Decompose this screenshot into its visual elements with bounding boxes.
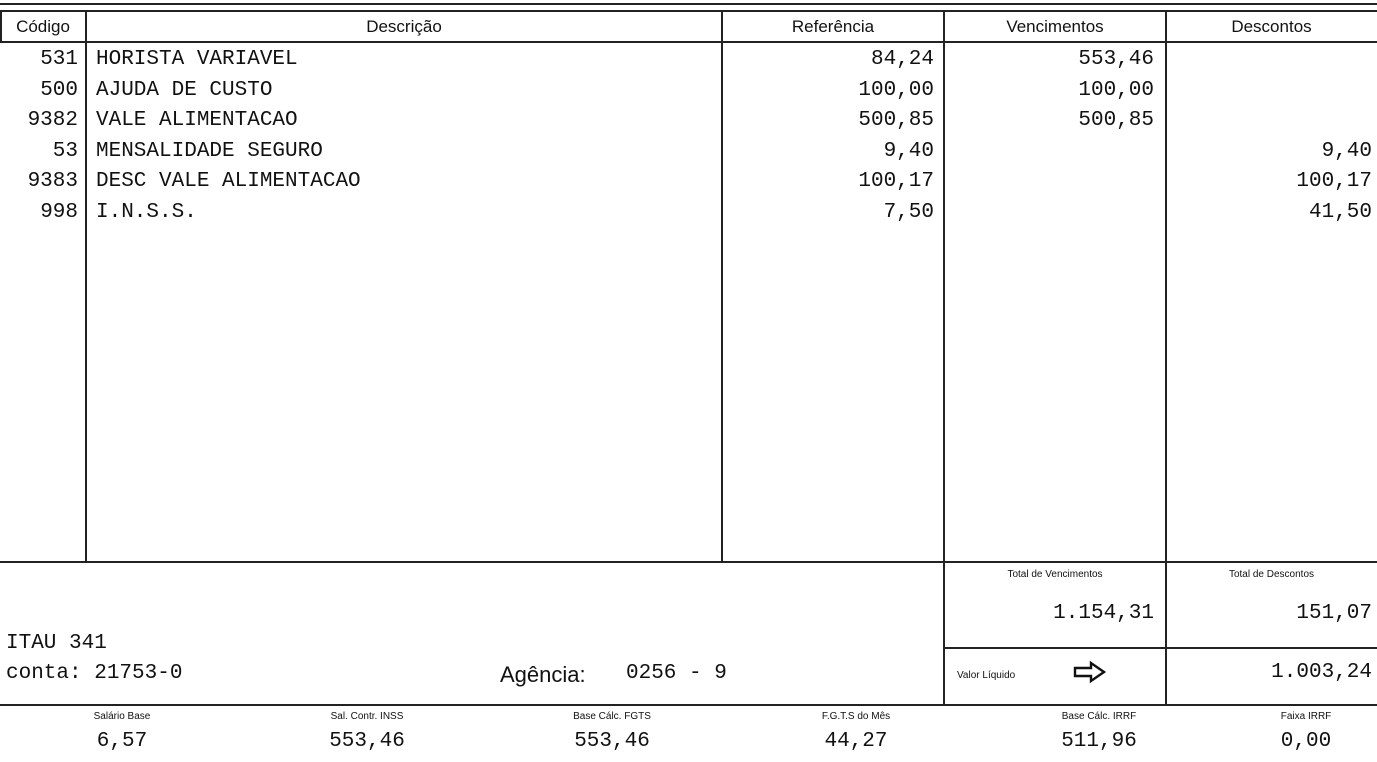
row-vencimentos: 500,85 <box>1078 109 1154 132</box>
footer-label: Sal. Contr. INSS <box>330 711 404 722</box>
section-line-liquido <box>944 647 1377 649</box>
row-descricao: I.N.S.S. <box>96 200 197 224</box>
row-vencimentos <box>944 167 1154 197</box>
arrow-right-icon <box>1072 660 1108 684</box>
top-rule-2 <box>0 10 1377 12</box>
row-referencia: 100,17 <box>858 170 934 193</box>
footer-value: 44,27 <box>824 730 888 753</box>
row-descontos: 9,40 <box>1321 139 1372 163</box>
top-rule <box>0 3 1377 5</box>
header-referencia <box>722 13 944 43</box>
bank-account: conta: 21753-0 <box>6 662 183 685</box>
header-descricao <box>86 13 722 43</box>
header-vencimentos <box>944 13 1166 43</box>
row-vencimentos: 553,46 <box>1078 48 1154 71</box>
bank-agency-value: 0256 - 9 <box>626 662 727 685</box>
col-line-left <box>0 11 2 41</box>
total-vencimentos-label: Total de Vencimentos <box>1007 569 1103 580</box>
row-descontos <box>1166 76 1372 106</box>
row-referencia: 84,24 <box>870 48 934 71</box>
row-referencia: 7,50 <box>883 200 934 224</box>
header-vencimentos-label: Vencimentos <box>1006 17 1104 36</box>
header-descontos <box>1166 13 1377 43</box>
valor-liquido-label: Valor Líquido <box>957 670 1016 681</box>
bank-agency-label: Agência: <box>500 662 586 687</box>
row-vencimentos <box>944 137 1154 167</box>
footer-label: Base Cálc. IRRF <box>1061 711 1137 722</box>
row-referencia: 100,00 <box>858 78 934 102</box>
footer-label: F.G.T.S do Mês <box>821 711 891 722</box>
footer-label: Base Cálc. FGTS <box>573 711 651 722</box>
section-line-footer <box>0 704 1377 706</box>
footer-value: 6,57 <box>96 730 148 753</box>
row-descontos: 41,50 <box>1308 200 1372 224</box>
valor-liquido-value: 1.003,24 <box>1271 661 1372 684</box>
header-codigo-label: Código <box>16 17 70 36</box>
row-descricao: DESC VALE ALIMENTACAO <box>96 170 361 193</box>
row-referencia: 500,85 <box>858 109 934 132</box>
row-vencimentos: 100,00 <box>1078 78 1154 102</box>
row-descricao: VALE ALIMENTACAO <box>96 109 298 132</box>
row-descontos <box>1166 45 1372 75</box>
row-descontos: 100,17 <box>1296 170 1372 193</box>
footer-label: Salário Base <box>93 711 151 722</box>
row-codigo: 500 <box>40 78 78 102</box>
row-codigo: 9382 <box>27 109 78 132</box>
row-codigo: 53 <box>52 139 78 163</box>
row-descricao: AJUDA DE CUSTO <box>96 78 273 102</box>
row-codigo: 9383 <box>27 170 78 193</box>
row-codigo: 531 <box>40 48 78 71</box>
row-vencimentos <box>944 198 1154 228</box>
row-descontos <box>1166 106 1372 136</box>
row-codigo: 998 <box>40 200 78 224</box>
footer-value: 0,00 <box>1280 730 1332 753</box>
total-descontos-value: 151,07 <box>1296 602 1372 625</box>
header-referencia-label: Referência <box>791 17 875 36</box>
header-descontos-label: Descontos <box>1231 17 1312 36</box>
section-line-totals <box>0 561 1377 563</box>
col-line-1 <box>85 11 87 562</box>
bank-name: ITAU 341 <box>6 632 107 655</box>
footer-value: 553,46 <box>329 730 405 753</box>
total-vencimentos-value: 1.154,31 <box>1053 602 1154 625</box>
row-referencia: 9,40 <box>883 139 934 163</box>
header-descricao-label: Descrição <box>366 17 442 36</box>
header-codigo <box>0 13 86 43</box>
total-descontos-label: Total de Descontos <box>1228 569 1315 580</box>
row-descricao: MENSALIDADE SEGURO <box>96 139 323 163</box>
row-descricao: HORISTA VARIAVEL <box>96 48 298 71</box>
footer-label: Faixa IRRF <box>1280 711 1332 722</box>
footer-value: 511,96 <box>1061 730 1137 753</box>
footer-value: 553,46 <box>574 730 650 753</box>
